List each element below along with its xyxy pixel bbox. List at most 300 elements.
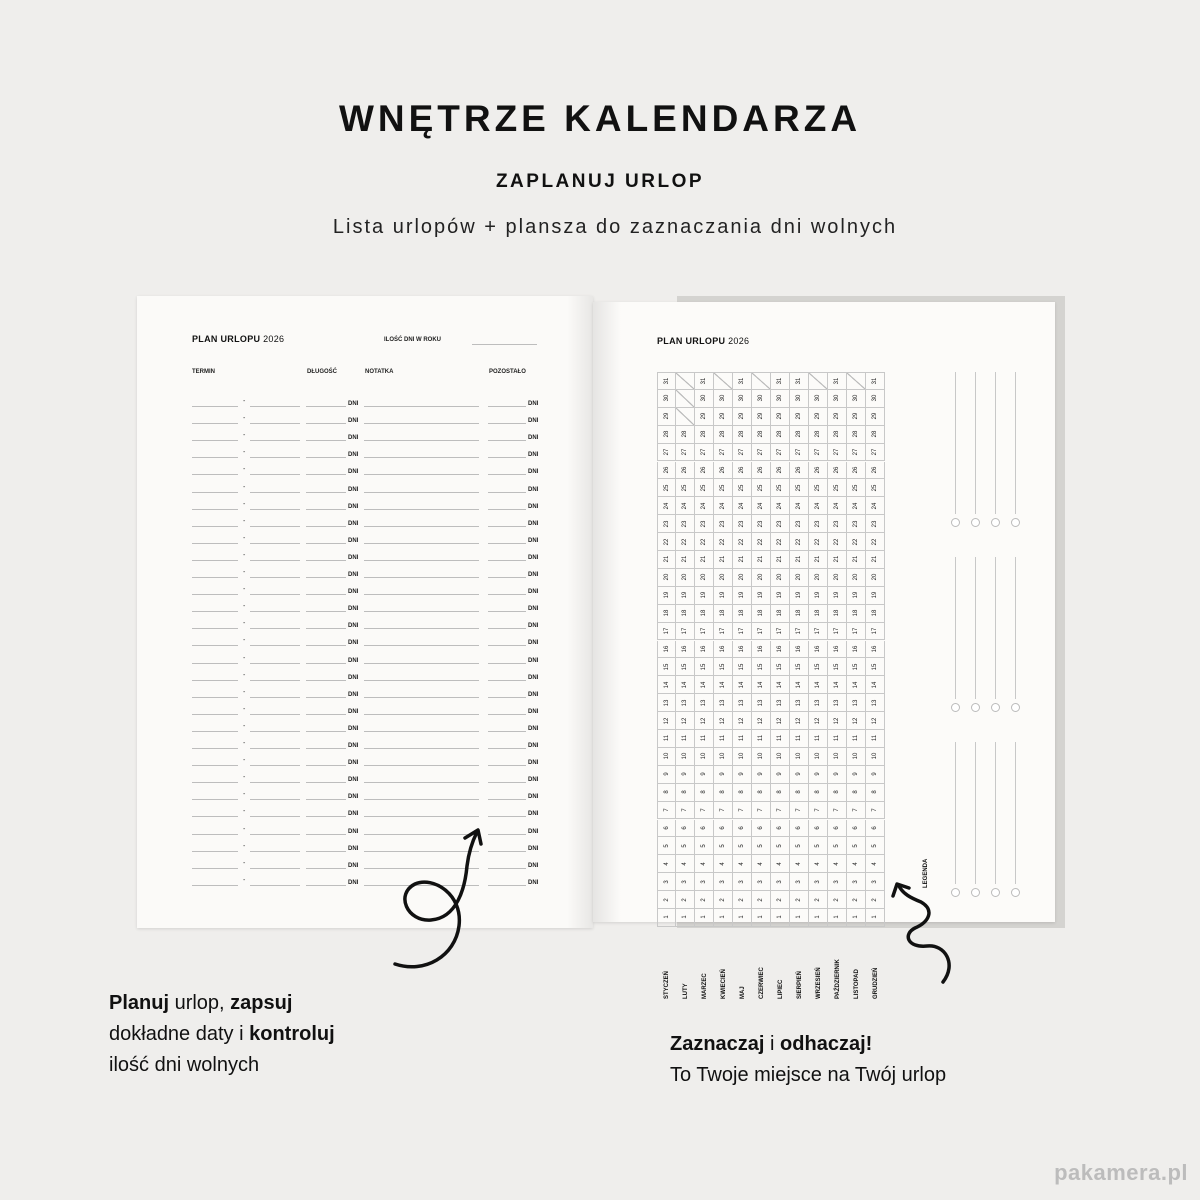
- day-cell[interactable]: [809, 676, 828, 694]
- day-cell[interactable]: [752, 605, 771, 623]
- day-cell[interactable]: [866, 605, 885, 623]
- day-cell[interactable]: [676, 766, 695, 784]
- day-cell[interactable]: [790, 479, 809, 497]
- day-cell[interactable]: [733, 408, 752, 426]
- day-cell[interactable]: [866, 426, 885, 444]
- day-cell[interactable]: [733, 837, 752, 855]
- day-cell[interactable]: [809, 623, 828, 641]
- write-line[interactable]: [192, 645, 238, 646]
- day-cell[interactable]: [790, 372, 809, 390]
- day-cell[interactable]: [695, 551, 714, 569]
- day-cell[interactable]: [657, 802, 676, 820]
- day-cell[interactable]: [676, 497, 695, 515]
- write-line[interactable]: [488, 474, 526, 475]
- write-line[interactable]: [192, 851, 238, 852]
- day-cell[interactable]: [657, 497, 676, 515]
- day-cell[interactable]: [809, 694, 828, 712]
- write-line[interactable]: [488, 492, 526, 493]
- day-cell[interactable]: [828, 891, 847, 909]
- day-cell[interactable]: [847, 855, 866, 873]
- day-cell[interactable]: [771, 658, 790, 676]
- day-cell[interactable]: [866, 837, 885, 855]
- day-cell[interactable]: [676, 909, 695, 927]
- write-line[interactable]: [488, 423, 526, 424]
- day-cell[interactable]: [809, 820, 828, 838]
- write-line[interactable]: [192, 577, 238, 578]
- write-line[interactable]: [192, 834, 238, 835]
- write-line[interactable]: [364, 765, 479, 766]
- day-cell[interactable]: [847, 820, 866, 838]
- day-cell[interactable]: [809, 784, 828, 802]
- write-line[interactable]: [250, 851, 300, 852]
- write-line[interactable]: [250, 868, 300, 869]
- day-cell[interactable]: [790, 855, 809, 873]
- day-cell[interactable]: [714, 623, 733, 641]
- write-line[interactable]: [364, 526, 479, 527]
- legend-circle[interactable]: [991, 703, 1000, 712]
- day-cell[interactable]: [752, 551, 771, 569]
- write-line[interactable]: [250, 782, 300, 783]
- day-cell[interactable]: [676, 605, 695, 623]
- write-line[interactable]: [192, 628, 238, 629]
- day-cell[interactable]: [771, 497, 790, 515]
- day-cell[interactable]: [828, 873, 847, 891]
- day-cell[interactable]: [790, 390, 809, 408]
- day-cell[interactable]: [771, 408, 790, 426]
- day-cell[interactable]: [695, 766, 714, 784]
- day-cell[interactable]: [828, 623, 847, 641]
- day-cell[interactable]: [752, 515, 771, 533]
- day-cell[interactable]: [771, 515, 790, 533]
- write-line[interactable]: [250, 577, 300, 578]
- write-line[interactable]: [306, 697, 346, 698]
- write-line[interactable]: [192, 868, 238, 869]
- day-cell[interactable]: [866, 641, 885, 659]
- write-line[interactable]: [192, 594, 238, 595]
- day-cell[interactable]: [695, 730, 714, 748]
- day-cell[interactable]: [847, 784, 866, 802]
- day-cell[interactable]: [657, 533, 676, 551]
- write-line[interactable]: [306, 457, 346, 458]
- day-cell[interactable]: [790, 784, 809, 802]
- day-cell[interactable]: [714, 497, 733, 515]
- write-line[interactable]: [250, 645, 300, 646]
- day-cell[interactable]: [714, 784, 733, 802]
- day-cell[interactable]: [828, 766, 847, 784]
- day-cell[interactable]: [676, 658, 695, 676]
- day-cell[interactable]: [676, 587, 695, 605]
- day-cell[interactable]: [771, 873, 790, 891]
- write-line[interactable]: [250, 440, 300, 441]
- day-cell[interactable]: [695, 873, 714, 891]
- day-cell[interactable]: [790, 658, 809, 676]
- day-cell[interactable]: [847, 390, 866, 408]
- day-cell[interactable]: [714, 479, 733, 497]
- day-cell[interactable]: [828, 658, 847, 676]
- write-line[interactable]: [364, 509, 479, 510]
- day-cell[interactable]: [733, 533, 752, 551]
- write-line[interactable]: [306, 834, 346, 835]
- day-cell[interactable]: [714, 515, 733, 533]
- day-cell[interactable]: [676, 533, 695, 551]
- day-cell[interactable]: [752, 623, 771, 641]
- write-line[interactable]: [250, 560, 300, 561]
- write-line[interactable]: [306, 714, 346, 715]
- day-cell[interactable]: [676, 426, 695, 444]
- day-cell[interactable]: [714, 730, 733, 748]
- write-line[interactable]: [488, 714, 526, 715]
- day-cell[interactable]: [714, 462, 733, 480]
- day-cell[interactable]: [866, 372, 885, 390]
- day-cell[interactable]: [866, 730, 885, 748]
- day-cell[interactable]: [695, 694, 714, 712]
- day-cell[interactable]: [657, 712, 676, 730]
- write-line[interactable]: [192, 680, 238, 681]
- day-cell[interactable]: [809, 533, 828, 551]
- day-cell[interactable]: [790, 551, 809, 569]
- day-cell[interactable]: [752, 462, 771, 480]
- write-line[interactable]: [250, 611, 300, 612]
- write-line[interactable]: [250, 543, 300, 544]
- write-line[interactable]: [250, 406, 300, 407]
- day-cell[interactable]: [809, 855, 828, 873]
- write-line[interactable]: [364, 731, 479, 732]
- day-cell[interactable]: [657, 426, 676, 444]
- write-line[interactable]: [192, 423, 238, 424]
- day-cell[interactable]: [714, 533, 733, 551]
- write-line[interactable]: [192, 509, 238, 510]
- day-cell[interactable]: [828, 855, 847, 873]
- write-line[interactable]: [488, 748, 526, 749]
- write-line[interactable]: [488, 543, 526, 544]
- write-line[interactable]: [306, 611, 346, 612]
- day-cell[interactable]: [866, 784, 885, 802]
- day-cell[interactable]: [752, 587, 771, 605]
- day-cell[interactable]: [657, 569, 676, 587]
- day-cell[interactable]: [733, 444, 752, 462]
- day-cell[interactable]: [866, 694, 885, 712]
- day-cell[interactable]: [733, 569, 752, 587]
- day-cell[interactable]: [676, 694, 695, 712]
- day-cell[interactable]: [847, 658, 866, 676]
- write-line[interactable]: [306, 406, 346, 407]
- write-line[interactable]: [250, 748, 300, 749]
- write-line[interactable]: [488, 577, 526, 578]
- day-cell[interactable]: [657, 891, 676, 909]
- day-cell[interactable]: [657, 837, 676, 855]
- day-cell[interactable]: [790, 408, 809, 426]
- write-line[interactable]: [306, 509, 346, 510]
- day-cell[interactable]: [771, 623, 790, 641]
- day-cell[interactable]: [847, 569, 866, 587]
- write-line[interactable]: [306, 594, 346, 595]
- day-cell[interactable]: [809, 569, 828, 587]
- day-cell[interactable]: [733, 497, 752, 515]
- write-line[interactable]: [488, 560, 526, 561]
- day-cell[interactable]: [733, 802, 752, 820]
- legend-circle[interactable]: [971, 518, 980, 527]
- day-cell[interactable]: [866, 891, 885, 909]
- write-line[interactable]: [250, 765, 300, 766]
- day-cell[interactable]: [676, 712, 695, 730]
- day-cell[interactable]: [790, 712, 809, 730]
- day-cell[interactable]: [828, 408, 847, 426]
- day-cell[interactable]: [714, 444, 733, 462]
- day-cell[interactable]: [847, 873, 866, 891]
- day-cell[interactable]: [828, 748, 847, 766]
- day-cell[interactable]: [790, 909, 809, 927]
- day-cell[interactable]: [847, 891, 866, 909]
- day-cell[interactable]: [847, 551, 866, 569]
- day-cell[interactable]: [866, 909, 885, 927]
- day-cell[interactable]: [676, 444, 695, 462]
- day-cell[interactable]: [657, 372, 676, 390]
- day-cell[interactable]: [676, 730, 695, 748]
- day-cell[interactable]: [828, 533, 847, 551]
- day-cell[interactable]: [771, 444, 790, 462]
- day-cell[interactable]: [828, 390, 847, 408]
- day-cell[interactable]: [752, 748, 771, 766]
- write-line[interactable]: [364, 714, 479, 715]
- write-line[interactable]: [250, 628, 300, 629]
- day-cell[interactable]: [657, 390, 676, 408]
- day-cell[interactable]: [828, 837, 847, 855]
- day-cell[interactable]: [752, 676, 771, 694]
- day-cell[interactable]: [790, 569, 809, 587]
- day-cell[interactable]: [809, 712, 828, 730]
- day-cell[interactable]: [847, 444, 866, 462]
- day-cell[interactable]: [733, 479, 752, 497]
- write-line[interactable]: [306, 543, 346, 544]
- day-cell[interactable]: [695, 712, 714, 730]
- day-cell[interactable]: [733, 372, 752, 390]
- day-cell[interactable]: [771, 820, 790, 838]
- write-line[interactable]: [364, 611, 479, 612]
- day-cell[interactable]: [866, 390, 885, 408]
- legend-circle[interactable]: [971, 888, 980, 897]
- day-cell[interactable]: [809, 497, 828, 515]
- day-cell[interactable]: [752, 569, 771, 587]
- day-cell[interactable]: [733, 820, 752, 838]
- day-cell[interactable]: [676, 837, 695, 855]
- day-cell[interactable]: [866, 676, 885, 694]
- day-cell[interactable]: [695, 462, 714, 480]
- day-cell[interactable]: [695, 641, 714, 659]
- day-cell[interactable]: [828, 587, 847, 605]
- day-cell[interactable]: [809, 408, 828, 426]
- day-cell[interactable]: [847, 909, 866, 927]
- day-cell[interactable]: [809, 873, 828, 891]
- day-cell[interactable]: [790, 533, 809, 551]
- day-cell[interactable]: [714, 855, 733, 873]
- legend-circle[interactable]: [1011, 518, 1020, 527]
- day-cell[interactable]: [790, 641, 809, 659]
- day-cell[interactable]: [847, 479, 866, 497]
- write-line[interactable]: [306, 560, 346, 561]
- write-line[interactable]: [250, 474, 300, 475]
- day-cell[interactable]: [676, 569, 695, 587]
- day-cell[interactable]: [790, 730, 809, 748]
- day-cell[interactable]: [866, 766, 885, 784]
- write-line[interactable]: [306, 816, 346, 817]
- day-cell[interactable]: [676, 479, 695, 497]
- day-cell[interactable]: [771, 551, 790, 569]
- day-cell[interactable]: [657, 515, 676, 533]
- day-cell[interactable]: [828, 694, 847, 712]
- day-cell[interactable]: [809, 587, 828, 605]
- day-cell[interactable]: [771, 426, 790, 444]
- write-line[interactable]: [192, 885, 238, 886]
- day-cell[interactable]: [752, 712, 771, 730]
- write-line[interactable]: [364, 816, 479, 817]
- day-cell[interactable]: [847, 497, 866, 515]
- write-line[interactable]: [364, 577, 479, 578]
- day-cell[interactable]: [771, 891, 790, 909]
- write-line[interactable]: [364, 782, 479, 783]
- day-cell[interactable]: [657, 748, 676, 766]
- write-line[interactable]: [306, 577, 346, 578]
- write-line[interactable]: [250, 594, 300, 595]
- day-cell[interactable]: [790, 891, 809, 909]
- day-cell[interactable]: [790, 605, 809, 623]
- day-cell[interactable]: [771, 802, 790, 820]
- day-cell[interactable]: [771, 837, 790, 855]
- write-line[interactable]: [488, 782, 526, 783]
- day-cell[interactable]: [828, 497, 847, 515]
- day-cell[interactable]: [657, 909, 676, 927]
- day-cell[interactable]: [752, 891, 771, 909]
- day-cell[interactable]: [752, 909, 771, 927]
- day-cell[interactable]: [714, 605, 733, 623]
- day-cell[interactable]: [752, 802, 771, 820]
- day-cell[interactable]: [695, 515, 714, 533]
- write-line[interactable]: [364, 492, 479, 493]
- day-cell[interactable]: [714, 712, 733, 730]
- day-cell[interactable]: [790, 515, 809, 533]
- write-line[interactable]: [192, 543, 238, 544]
- day-cell[interactable]: [828, 551, 847, 569]
- day-cell[interactable]: [771, 587, 790, 605]
- day-cell[interactable]: [828, 372, 847, 390]
- day-cell[interactable]: [752, 390, 771, 408]
- write-line[interactable]: [306, 731, 346, 732]
- write-line[interactable]: [488, 526, 526, 527]
- day-cell[interactable]: [847, 748, 866, 766]
- day-cell[interactable]: [752, 408, 771, 426]
- write-line[interactable]: [192, 714, 238, 715]
- day-cell[interactable]: [695, 748, 714, 766]
- day-cell[interactable]: [714, 569, 733, 587]
- write-line[interactable]: [488, 765, 526, 766]
- day-cell[interactable]: [733, 748, 752, 766]
- day-cell[interactable]: [657, 730, 676, 748]
- day-cell[interactable]: [866, 569, 885, 587]
- day-cell[interactable]: [657, 605, 676, 623]
- day-cell[interactable]: [752, 855, 771, 873]
- day-cell[interactable]: [790, 497, 809, 515]
- legend-circle[interactable]: [951, 703, 960, 712]
- day-cell[interactable]: [733, 551, 752, 569]
- day-cell[interactable]: [657, 623, 676, 641]
- day-cell[interactable]: [695, 784, 714, 802]
- day-cell[interactable]: [714, 390, 733, 408]
- write-line[interactable]: [192, 731, 238, 732]
- day-cell[interactable]: [695, 676, 714, 694]
- day-cell[interactable]: [790, 587, 809, 605]
- write-line[interactable]: [306, 645, 346, 646]
- write-line[interactable]: [306, 799, 346, 800]
- day-cell[interactable]: [790, 837, 809, 855]
- day-cell[interactable]: [866, 748, 885, 766]
- day-cell[interactable]: [866, 820, 885, 838]
- day-cell[interactable]: [733, 515, 752, 533]
- day-cell[interactable]: [657, 855, 676, 873]
- write-line[interactable]: [364, 440, 479, 441]
- day-cell[interactable]: [809, 891, 828, 909]
- day-cell[interactable]: [695, 658, 714, 676]
- day-cell[interactable]: [847, 694, 866, 712]
- day-cell[interactable]: [828, 426, 847, 444]
- write-line[interactable]: [306, 492, 346, 493]
- write-line[interactable]: [250, 697, 300, 698]
- day-cell[interactable]: [809, 551, 828, 569]
- day-cell[interactable]: [828, 712, 847, 730]
- day-cell[interactable]: [733, 730, 752, 748]
- day-cell[interactable]: [714, 658, 733, 676]
- day-cell[interactable]: [657, 873, 676, 891]
- day-cell[interactable]: [847, 676, 866, 694]
- write-line[interactable]: [364, 543, 479, 544]
- day-cell[interactable]: [809, 462, 828, 480]
- day-cell[interactable]: [790, 748, 809, 766]
- write-line[interactable]: [488, 663, 526, 664]
- day-cell[interactable]: [695, 569, 714, 587]
- day-cell[interactable]: [657, 444, 676, 462]
- write-line[interactable]: [306, 885, 346, 886]
- day-cell[interactable]: [733, 641, 752, 659]
- write-line[interactable]: [364, 406, 479, 407]
- day-cell[interactable]: [695, 855, 714, 873]
- day-cell[interactable]: [771, 784, 790, 802]
- write-line[interactable]: [364, 697, 479, 698]
- day-cell[interactable]: [695, 408, 714, 426]
- day-cell[interactable]: [809, 515, 828, 533]
- day-cell[interactable]: [695, 909, 714, 927]
- write-line[interactable]: [364, 560, 479, 561]
- write-line[interactable]: [192, 406, 238, 407]
- day-cell[interactable]: [733, 587, 752, 605]
- day-cell[interactable]: [771, 766, 790, 784]
- day-cell[interactable]: [714, 587, 733, 605]
- day-cell[interactable]: [790, 694, 809, 712]
- day-cell[interactable]: [676, 641, 695, 659]
- day-cell[interactable]: [676, 855, 695, 873]
- write-line[interactable]: [192, 799, 238, 800]
- write-line[interactable]: [192, 474, 238, 475]
- write-line[interactable]: [306, 423, 346, 424]
- write-line[interactable]: [250, 492, 300, 493]
- day-cell[interactable]: [695, 444, 714, 462]
- day-cell[interactable]: [847, 712, 866, 730]
- day-cell[interactable]: [714, 748, 733, 766]
- day-cell[interactable]: [828, 569, 847, 587]
- day-cell[interactable]: [771, 909, 790, 927]
- day-cell[interactable]: [809, 658, 828, 676]
- day-cell[interactable]: [771, 641, 790, 659]
- day-cell[interactable]: [752, 730, 771, 748]
- write-line[interactable]: [364, 474, 479, 475]
- day-cell[interactable]: [847, 837, 866, 855]
